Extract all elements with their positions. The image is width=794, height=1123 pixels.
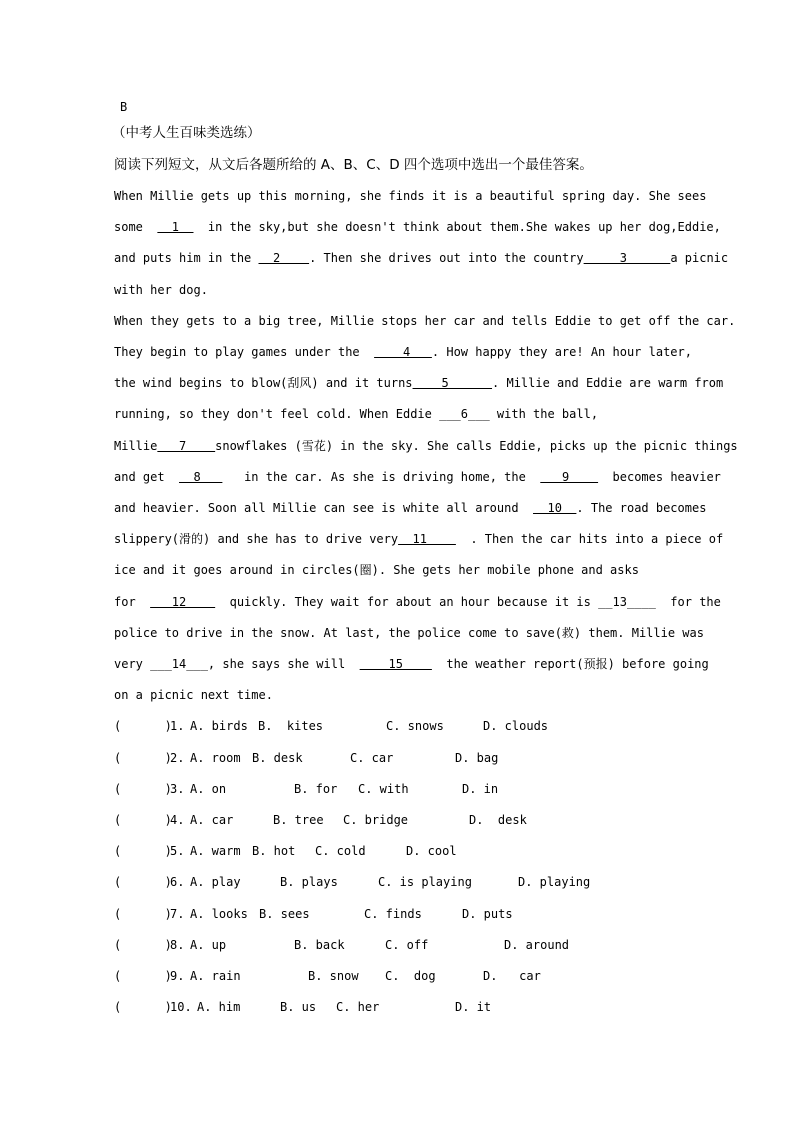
option-a: A. warm (190, 844, 241, 858)
option-d: D. around (504, 938, 570, 952)
passage-line: and heavier. Soon all Millie can see is white all around 10 . The road becomes (114, 501, 707, 515)
blank-7: 7 (157, 439, 216, 453)
answer-paren: ( ) (114, 751, 172, 765)
passage-line: When they gets to a big tree, Millie stops her car and tells Eddie to get off the car. (114, 314, 736, 328)
option-d: D. it (455, 1000, 492, 1014)
option-c: C. her (336, 1000, 380, 1014)
answer-paren: ( ) (114, 938, 172, 952)
option-c: C. dog (385, 969, 436, 983)
option-a: A. room (190, 751, 241, 765)
option-d: D. bag (455, 751, 499, 765)
option-c: C. off (385, 938, 429, 952)
option-c: C. finds (364, 907, 422, 921)
answer-paren: ( ) (114, 719, 172, 733)
blank-1: 1 (157, 220, 194, 234)
option-b: B. hot (252, 844, 296, 858)
passage-line: ice and it goes around in circles(圈). She gets her mobile phone and asks (114, 563, 639, 577)
answer-paren: ( ) (114, 907, 172, 921)
answer-paren: ( ) (114, 813, 172, 827)
option-a: A. play (190, 875, 241, 889)
answer-paren: ( ) (114, 969, 172, 983)
passage-line: slippery(滑的) and she has to drive very 11 . Then the car hits into a piece of (114, 532, 724, 546)
instruction: 阅读下列短文，从文后各题所给的 A、B、C、D 四个选项中选出一个最佳答案。 (114, 157, 593, 173)
question-number: 8. (170, 938, 185, 952)
answer-paren: ( ) (114, 875, 172, 889)
option-c: C. cold (315, 844, 366, 858)
answer-paren: ( ) (114, 1000, 172, 1014)
question-number: 7. (170, 907, 185, 921)
blank-14: ___14___ (150, 657, 208, 671)
question-number: 10. (170, 1000, 192, 1014)
question-number: 5. (170, 844, 185, 858)
subtitle: （中考人生百味类选练） (112, 125, 261, 141)
option-d: D. cool (406, 844, 457, 858)
option-a: A. rain (190, 969, 241, 983)
blank-3: 3 (583, 251, 671, 265)
option-b: B. back (294, 938, 345, 952)
blank-2: 2 (258, 251, 310, 265)
passage-line: the wind begins to blow(刮风) and it turns 5 . Millie and Eddie are warm from (114, 376, 724, 390)
passage-line: When Millie gets up this morning, she finds it is a beautiful spring day. She sees (114, 189, 707, 203)
option-b: B. us (280, 1000, 317, 1014)
passage-line: some 1 in the sky,but she doesn't think about them.She wakes up her dog,Eddie, (114, 220, 721, 234)
blank-10: 10 (533, 501, 577, 515)
passage-line: for 12 quickly. They wait for about an hour because it is __13____ for the (114, 595, 721, 609)
option-c: C. bridge (343, 813, 409, 827)
blank-13: __13____ (598, 595, 656, 609)
option-a: A. car (190, 813, 234, 827)
option-b: B. tree (273, 813, 324, 827)
option-c: C. with (358, 782, 409, 796)
question-number: 1. (170, 719, 185, 733)
option-a: A. looks (190, 907, 248, 921)
option-d: D. in (462, 782, 499, 796)
blank-8: 8 (179, 470, 223, 484)
question-number: 6. (170, 875, 185, 889)
passage-line: with her dog. (114, 283, 208, 297)
option-a: A. up (190, 938, 227, 952)
passage-line: running, so they don't feel cold. When Eddie ___6___ with the ball, (114, 407, 599, 421)
passage-line: on a picnic next time. (114, 688, 273, 702)
blank-5: 5 (412, 376, 493, 390)
question-number: 4. (170, 813, 185, 827)
option-d: D. puts (462, 907, 513, 921)
option-d: D. desk (469, 813, 527, 827)
answer-paren: ( ) (114, 782, 172, 796)
question-number: 3. (170, 782, 185, 796)
option-b: B. for (294, 782, 338, 796)
passage-line: Millie 7 snowflakes (雪花) in the sky. She calls Eddie, picks up the picnic things (114, 439, 738, 453)
option-b: B. snow (308, 969, 359, 983)
option-c: C. snows (386, 719, 444, 733)
option-b: B. sees (259, 907, 310, 921)
blank-11: 11 (398, 532, 456, 546)
option-c: C. car (350, 751, 394, 765)
passage-line: They begin to play games under the 4 . How happy they are! An hour later, (114, 345, 692, 359)
option-d: D. car (483, 969, 541, 983)
option-b: B. kites (258, 719, 324, 733)
blank-15: 15 (359, 657, 432, 671)
question-number: 9. (170, 969, 185, 983)
option-c: C. is playing (378, 875, 472, 889)
section-label: B (120, 100, 128, 114)
passage-line: very ___14___, she says she will 15 the weather report(预报) before going (114, 657, 709, 671)
blank-4: 4 (374, 345, 432, 359)
blank-9: 9 (540, 470, 599, 484)
passage-line: and puts him in the 2 . Then she drives out into the country 3 a picnic (114, 251, 729, 265)
option-a: A. birds (190, 719, 248, 733)
option-a: A. on (190, 782, 227, 796)
blank-12: 12 (150, 595, 216, 609)
option-a: A. him (197, 1000, 241, 1014)
passage-line: and get 8 in the car. As she is driving home, the 9 becomes heavier (114, 470, 721, 484)
passage-line: police to drive in the snow. At last, the police come to save(救) them. Millie was (114, 626, 704, 640)
blank-6: ___6___ (439, 407, 490, 421)
option-d: D. clouds (483, 719, 549, 733)
option-b: B. desk (252, 751, 303, 765)
option-d: D. playing (518, 875, 591, 889)
question-number: 2. (170, 751, 185, 765)
answer-paren: ( ) (114, 844, 172, 858)
option-b: B. plays (280, 875, 338, 889)
